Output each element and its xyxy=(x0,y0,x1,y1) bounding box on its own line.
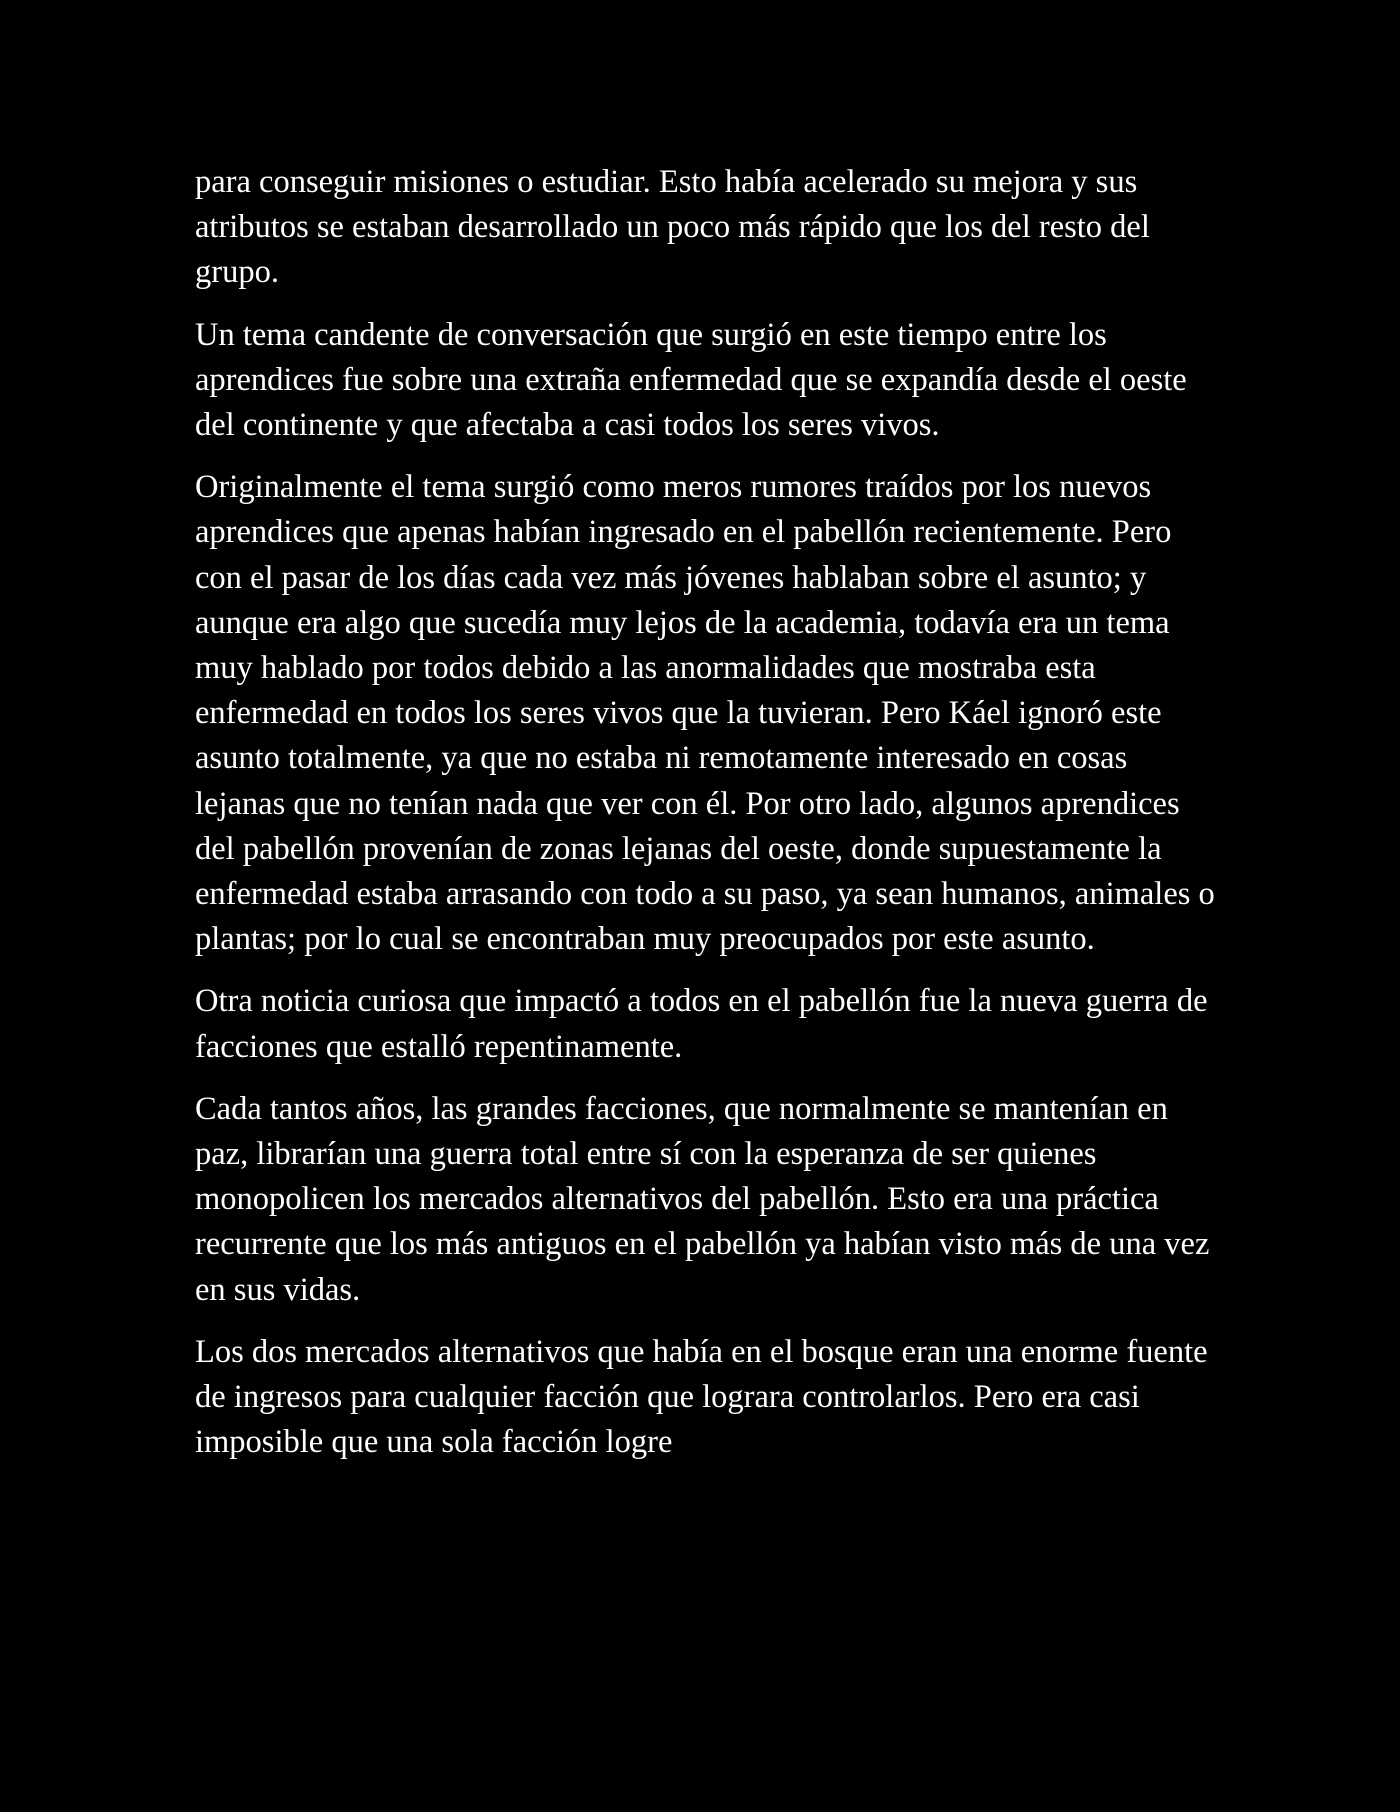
paragraph: Un tema candente de conversación que surgió en este tiempo entre los aprendices fue sobre una extraña enfermedad que se expandía desde el oeste del continente y que afectaba a casi todos los seres vivos. xyxy=(195,316,1187,444)
document-page xyxy=(195,160,1225,1482)
paragraph: Cada tantos años, las grandes facciones, que normalmente se mantenían en paz, librarían una guerra total entre sí con la esperanza de ser quienes monopolicen los mercados alternativos del pabellón. Esto era una práctica recurrente que los más antiguos en el pabellón ya habían visto más de una vez en sus vidas. xyxy=(195,1090,1210,1308)
paragraph: para conseguir misiones o estudiar. Esto había acelerado su mejora y sus atributos se estaban desarrollado un poco más rápido que los del resto del grupo. xyxy=(195,164,1150,291)
paragraph: Los dos mercados alternativos que había en el bosque eran una enorme fuente de ingresos para cualquier facción que lograra controlarlos. Pero era casi imposible que una sola facción logre xyxy=(195,1333,1208,1461)
paragraph: Otra noticia curiosa que impactó a todos en el pabellón fue la nueva guerra de facciones que estalló repentinamente. xyxy=(195,983,1208,1065)
paragraph: Originalmente el tema surgió como meros rumores traídos por los nuevos aprendices que apenas habían ingresado en el pabellón recientemente. Pero con el pasar de los días cada vez más jóvenes hablaban sobre el asunto; y aunque era algo que sucedía muy lejos de la academia, todavía era un tema muy hablado por todos debido a las anormalidades que mostraba esta enfermedad en todos los seres vivos que la tuvieran. Pero Káel ignoró este asunto totalmente, ya que no estaba ni remotamente interesado en cosas lejanas que no tenían nada que ver con él. Por otro lado, algunos aprendices del pabellón provenían de zonas lejanas del oeste, donde supuestamente la enfermedad estaba arrasando con todo a su paso, ya sean humanos, animales o plantas; por lo cual se encontraban muy preocupados por este asunto. xyxy=(195,469,1215,958)
